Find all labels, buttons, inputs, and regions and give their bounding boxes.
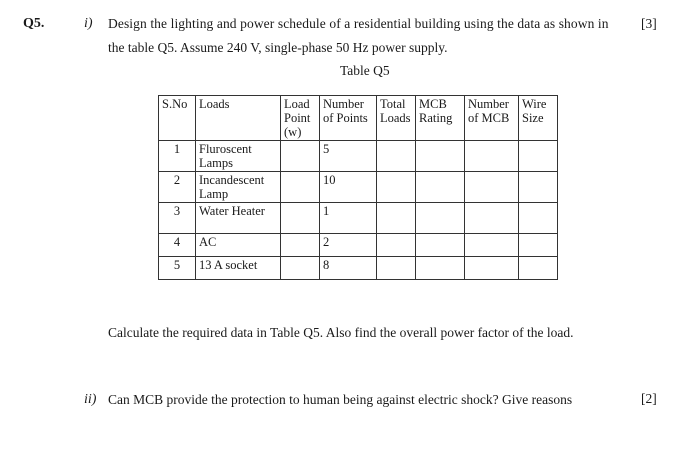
cell-points: 5 bbox=[320, 141, 377, 172]
calc-instruction: Calculate the required data in Table Q5. Also find the overall power factor of the load. bbox=[108, 325, 574, 340]
cell-points: 8 bbox=[320, 257, 377, 280]
table-row bbox=[159, 203, 558, 234]
cell-load-point bbox=[281, 234, 320, 257]
table-caption: Table Q5 bbox=[340, 63, 390, 78]
cell-number-of-mcb bbox=[465, 172, 519, 203]
header-load-point: Load Point (w) bbox=[281, 96, 320, 141]
table-row bbox=[159, 141, 558, 172]
part-ii-label: ii) bbox=[84, 392, 97, 407]
cell-mcb-rating bbox=[416, 172, 465, 203]
load-schedule-table bbox=[158, 95, 558, 280]
cell-total-loads bbox=[377, 203, 416, 234]
cell-sno: 2 bbox=[159, 172, 196, 203]
cell-load: Fluroscent Lamps bbox=[196, 141, 281, 172]
part-ii-text: Can MCB provide the protection to human being against electric shock? Give reasons bbox=[108, 392, 573, 407]
cell-mcb-rating bbox=[416, 234, 465, 257]
cell-sno: 1 bbox=[159, 141, 196, 172]
part-i-text-line1: Design the lighting and power schedule of a residential building using the data as shown in bbox=[108, 16, 609, 31]
cell-load-point bbox=[281, 172, 320, 203]
part-ii-marks: [2] bbox=[641, 391, 657, 406]
cell-sno: 3 bbox=[159, 203, 196, 234]
header-mcb-rating: MCB Rating bbox=[416, 96, 465, 141]
header-loads: Loads bbox=[196, 96, 281, 141]
cell-load: AC bbox=[196, 234, 281, 257]
table-row bbox=[159, 234, 558, 257]
cell-load: Incandescent Lamp bbox=[196, 172, 281, 203]
table-header-row bbox=[159, 96, 558, 141]
table-row bbox=[159, 257, 558, 280]
cell-sno: 4 bbox=[159, 234, 196, 257]
cell-mcb-rating bbox=[416, 203, 465, 234]
header-wire-size: Wire Size bbox=[519, 96, 558, 141]
cell-load: Water Heater bbox=[196, 203, 281, 234]
cell-total-loads bbox=[377, 141, 416, 172]
table-row bbox=[159, 172, 558, 203]
cell-number-of-mcb bbox=[465, 234, 519, 257]
cell-load-point bbox=[281, 257, 320, 280]
cell-points: 1 bbox=[320, 203, 377, 234]
header-total-loads: Total Loads bbox=[377, 96, 416, 141]
cell-wire-size bbox=[519, 172, 558, 203]
cell-mcb-rating bbox=[416, 257, 465, 280]
cell-load-point bbox=[281, 141, 320, 172]
cell-wire-size bbox=[519, 257, 558, 280]
cell-number-of-mcb bbox=[465, 257, 519, 280]
cell-sno: 5 bbox=[159, 257, 196, 280]
part-i-marks: [3] bbox=[641, 16, 657, 31]
cell-mcb-rating bbox=[416, 141, 465, 172]
header-sno: S.No bbox=[159, 96, 196, 141]
cell-wire-size bbox=[519, 234, 558, 257]
header-number-of-points: Number of Points bbox=[320, 96, 377, 141]
cell-points: 2 bbox=[320, 234, 377, 257]
cell-total-loads bbox=[377, 234, 416, 257]
cell-load: 13 A socket bbox=[196, 257, 281, 280]
part-i-label: i) bbox=[84, 16, 93, 31]
cell-total-loads bbox=[377, 172, 416, 203]
cell-load-point bbox=[281, 203, 320, 234]
header-number-of-mcb: Number of MCB bbox=[465, 96, 519, 141]
cell-wire-size bbox=[519, 203, 558, 234]
cell-number-of-mcb bbox=[465, 141, 519, 172]
cell-points: 10 bbox=[320, 172, 377, 203]
cell-number-of-mcb bbox=[465, 203, 519, 234]
cell-wire-size bbox=[519, 141, 558, 172]
cell-total-loads bbox=[377, 257, 416, 280]
part-i-text-line2: the table Q5. Assume 240 V, single-phase 50 Hz power supply. bbox=[108, 40, 448, 55]
question-number: Q5. bbox=[23, 16, 45, 31]
